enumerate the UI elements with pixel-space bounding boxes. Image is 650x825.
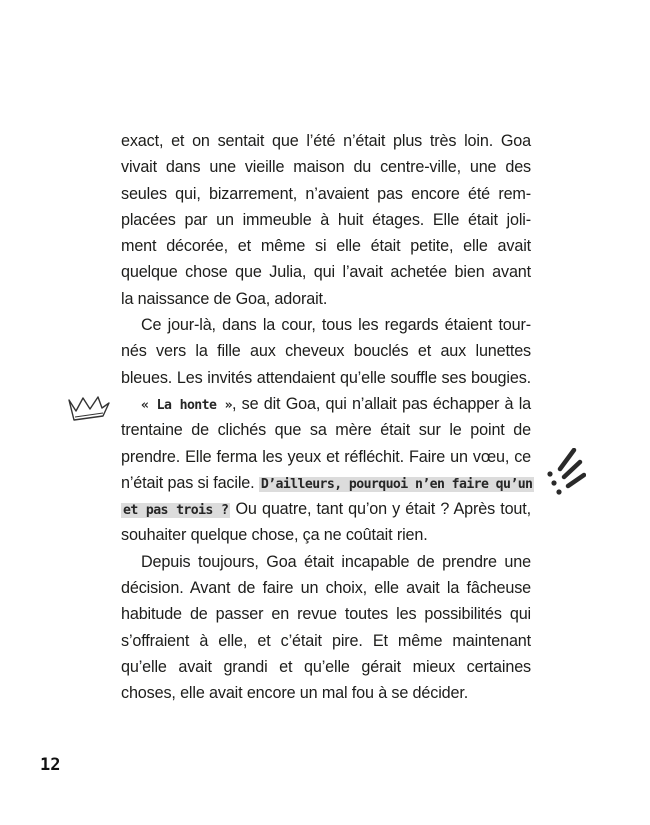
highlight-la-honte: « La honte »	[141, 397, 232, 413]
text-line: qu’elle avait grandi et qu’elle gérait mieux certaines	[121, 657, 531, 676]
text-line: trentaine de clichés que sa mère était sur le point de	[121, 421, 531, 440]
highlight-thought-end: et pas trois ?	[123, 503, 229, 519]
highlight-thought: D’ailleurs, pourquoi n’en faire qu’un	[260, 476, 533, 492]
page-number: 12	[40, 755, 61, 775]
text-line: choses, elle avait encore un mal fou à se décider.	[121, 684, 469, 703]
text-line: vivait dans une vieille maison du centre-ville, une des	[121, 158, 531, 177]
text-line-with-highlight	[121, 391, 531, 417]
text-line: placées par un immeuble à huit étages. Elle était joli-	[121, 210, 531, 229]
text-line: Depuis toujours, Goa était incapable de prendre une	[141, 552, 531, 571]
exclamation-marks-doodle-icon	[540, 448, 586, 496]
text-line: quelque chose que Julia, qui l’avait achetée bien avant	[121, 263, 531, 282]
text-line: habitude de passer en revue toutes les possibilités qui	[121, 605, 531, 624]
text-line: prendre. Elle ferma les yeux et réfléchit. Faire un vœu, ce	[121, 447, 531, 466]
text-line: bleues. Les invités attendaient qu’elle souffle ses bougies.	[121, 368, 531, 387]
crown-doodle-icon	[66, 394, 112, 424]
text-line-with-highlight	[121, 496, 531, 522]
text-line: Ce jour-là, dans la cour, tous les regards étaient tour-	[141, 316, 531, 335]
text-segment: , se dit Goa, qui n’allait pas échapper à la	[231, 394, 531, 413]
text-line: souhaiter quelque chose, ça ne coûtait rien.	[121, 526, 428, 545]
text-line: ment décorée, et même si elle était petite, elle avait	[121, 237, 531, 256]
text-line: seules qui, bizarrement, n’avaient pas encore été rem-	[121, 184, 531, 203]
text-line: la naissance de Goa, adorait.	[121, 289, 328, 308]
body-text	[121, 128, 531, 707]
text-line-with-highlight	[121, 470, 531, 496]
text-segment: n’était pas si facile.	[121, 473, 259, 492]
text-line: nés vers la fille aux cheveux bouclés et aux lunettes	[121, 342, 531, 361]
text-line: décision. Avant de faire un choix, elle avait la fâcheuse	[121, 579, 531, 598]
text-segment: Ou quatre, tant qu’on y était ? Après tout,	[230, 500, 531, 519]
text-line: s’offraient à elle, et c’était pire. Et même maintenant	[121, 631, 531, 650]
text-line: exact, et on sentait que l’été n’était plus très loin. Goa	[121, 132, 531, 150]
